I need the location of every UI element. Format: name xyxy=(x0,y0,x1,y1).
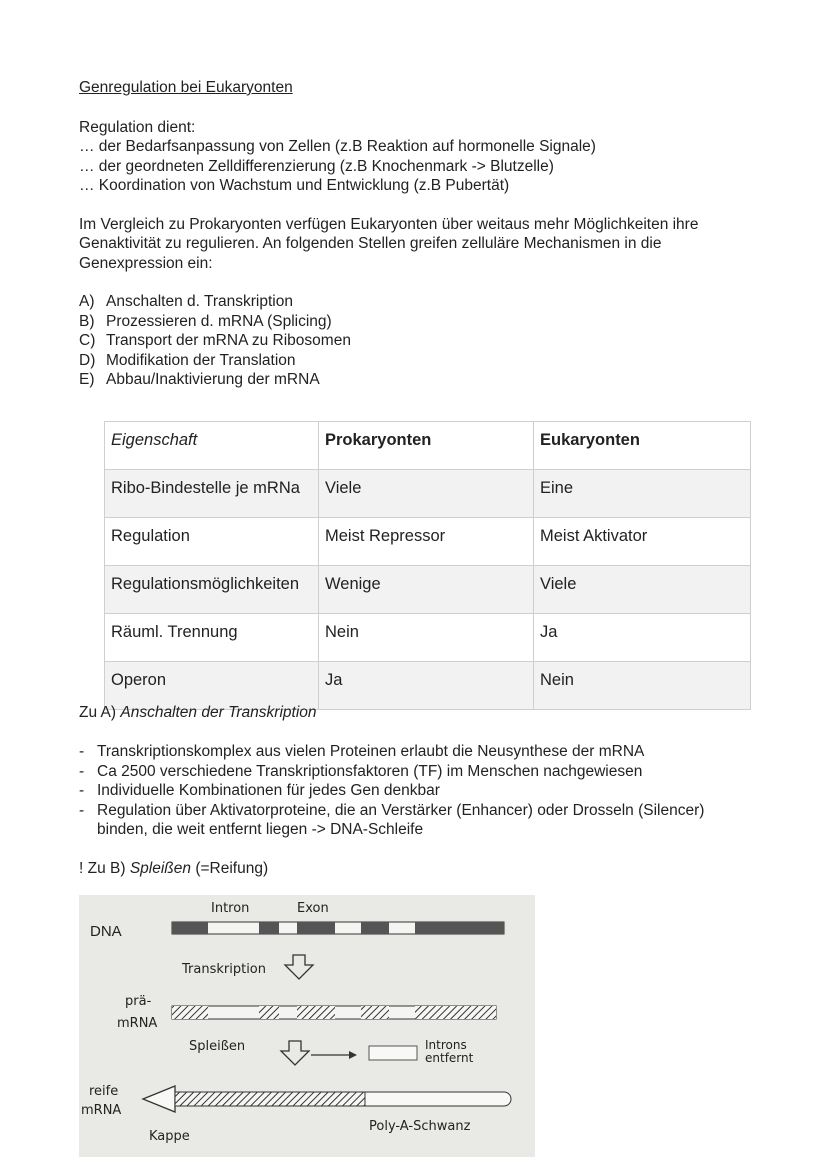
bullet-text: Ca 2500 verschiedene Transkriptionsfaktoren (TF) im Menschen nachgewiesen xyxy=(97,762,643,780)
table-cell: Ribo-Bindestelle je mRNa xyxy=(105,470,319,518)
splicing-diagram xyxy=(79,895,535,1157)
exon-label: Exon xyxy=(297,901,329,916)
table-header-row xyxy=(105,422,751,470)
dna-label: DNA xyxy=(90,923,122,940)
kappe-label: Kappe xyxy=(149,1129,190,1144)
spleissen-label: Spleißen xyxy=(189,1039,246,1054)
mature-mrna-strand xyxy=(175,1092,365,1106)
section-a-heading xyxy=(79,703,759,723)
poly-a-tail xyxy=(365,1092,511,1106)
section-a-bullets xyxy=(79,742,759,840)
bullet-text: Regulation über Aktivatorproteine, die an Verstärker (Enhancer) oder Drosseln (Silencer) binden, die weit entfernt liegen -> DNA-Schleife xyxy=(97,801,705,838)
introns-label: Introns xyxy=(425,1038,467,1052)
regulation-item: … der geordneten Zelldifferenzierung (z.B Knochenmark -> Blutzelle) xyxy=(79,157,554,175)
section-a-prefix: Zu A) xyxy=(79,704,121,721)
regulation-intro: Regulation dient: xyxy=(79,118,196,136)
table-header: Eukaryonten xyxy=(534,422,751,470)
table-cell: Nein xyxy=(319,614,534,662)
pra-label: prä- xyxy=(125,994,152,1009)
table-cell: Eine xyxy=(534,470,751,518)
step-label: A) xyxy=(79,293,95,310)
table-row xyxy=(105,470,751,518)
table-cell: Räuml. Trennung xyxy=(105,614,319,662)
step-list xyxy=(79,292,759,390)
down-arrow-icon xyxy=(281,1041,309,1065)
step-text: Abbau/Inaktivierung der mRNA xyxy=(106,371,320,388)
step-text: Transport der mRNA zu Ribosomen xyxy=(106,332,351,349)
table-cell: Regulation xyxy=(105,518,319,566)
table-header: Prokaryonten xyxy=(319,422,534,470)
step-label: C) xyxy=(79,332,96,349)
table-cell: Ja xyxy=(319,662,534,710)
step-item xyxy=(79,370,759,390)
section-b-prefix: ! Zu B) xyxy=(79,860,130,877)
table-cell: Wenige xyxy=(319,566,534,614)
step-label: E) xyxy=(79,371,95,388)
table-cell: Regulationsmöglichkeiten xyxy=(105,566,319,614)
pre-mrna-strand xyxy=(172,1006,496,1019)
step-text: Anschalten d. Transkription xyxy=(106,293,293,310)
bullet-item: - Ca 2500 verschiedene Transkriptionsfaktoren (TF) im Menschen nachgewiesen xyxy=(79,762,759,782)
removed-introns-box xyxy=(369,1046,417,1060)
table-row xyxy=(105,566,751,614)
section-a-title: Anschalten der Transkription xyxy=(120,704,317,721)
bullet-item: - Regulation über Aktivatorproteine, die an Verstärker (Enhancer) oder Drosseln (Silencer) binden, die weit entfernt liegen -> DNA-Schleife xyxy=(79,801,759,840)
table-cell: Viele xyxy=(319,470,534,518)
table-cell: Ja xyxy=(534,614,751,662)
reife-mrna-label: mRNA xyxy=(81,1103,122,1118)
section-b-heading xyxy=(79,859,759,879)
reife-label: reife xyxy=(89,1084,119,1099)
dna-strand xyxy=(172,922,504,934)
section-b-title: Spleißen xyxy=(129,860,192,877)
cap-shape xyxy=(143,1086,175,1112)
bullet-text: Transkriptionskomplex aus vielen Proteinen erlaubt die Neusynthese der mRNA xyxy=(97,743,645,760)
table-header: Eigenschaft xyxy=(105,422,319,470)
table-cell: Nein xyxy=(534,662,751,710)
document-body xyxy=(79,78,759,390)
entfernt-label: entfernt xyxy=(425,1051,474,1065)
poly-a-label: Poly-A-Schwanz xyxy=(369,1119,471,1134)
table-row xyxy=(105,518,751,566)
table-row xyxy=(105,614,751,662)
step-label: B) xyxy=(79,312,95,330)
intron-label: Intron xyxy=(211,901,250,916)
transkription-label: Transkription xyxy=(182,962,266,977)
comparison-table xyxy=(104,421,751,710)
section-b-suffix: (=Reifung) xyxy=(191,860,269,877)
bullet-item: - Individuelle Kombinationen für jedes Gen denkbar xyxy=(79,781,759,801)
step-item xyxy=(79,292,759,312)
table-cell: Viele xyxy=(534,566,751,614)
table-cell: Operon xyxy=(105,662,319,710)
step-label: D) xyxy=(79,351,96,369)
regulation-item: … Koordination von Wachstum und Entwicklung (z.B Pubertät) xyxy=(79,177,510,194)
splicing-figure xyxy=(79,895,535,1157)
step-item xyxy=(79,331,759,351)
pra-mrna-label: mRNA xyxy=(117,1016,158,1031)
regulation-item: … der Bedarfsanpassung von Zellen (z.B Reaktion auf hormonelle Signale) xyxy=(79,138,596,155)
down-arrow-icon xyxy=(285,955,313,979)
step-text: Prozessieren d. mRNA (Splicing) xyxy=(106,312,332,330)
step-item xyxy=(79,351,759,371)
bullet-text: Individuelle Kombinationen für jedes Gen denkbar xyxy=(97,782,440,799)
intro-paragraph: Im Vergleich zu Prokaryonten verfügen Eukaryonten über weitaus mehr Möglichkeiten ihre Genaktivität zu regulieren. An folgenden Stellen greifen zelluläre Mechanismen in die Genexpression ein: xyxy=(79,215,699,272)
table-cell: Meist Aktivator xyxy=(534,518,751,566)
step-text: Modifikation der Translation xyxy=(106,351,296,369)
step-item xyxy=(79,312,759,332)
table-cell: Meist Repressor xyxy=(319,518,534,566)
page-title: Genregulation bei Eukaryonten xyxy=(79,79,293,96)
bullet-item: - Transkriptionskomplex aus vielen Proteinen erlaubt die Neusynthese der mRNA xyxy=(79,742,759,762)
